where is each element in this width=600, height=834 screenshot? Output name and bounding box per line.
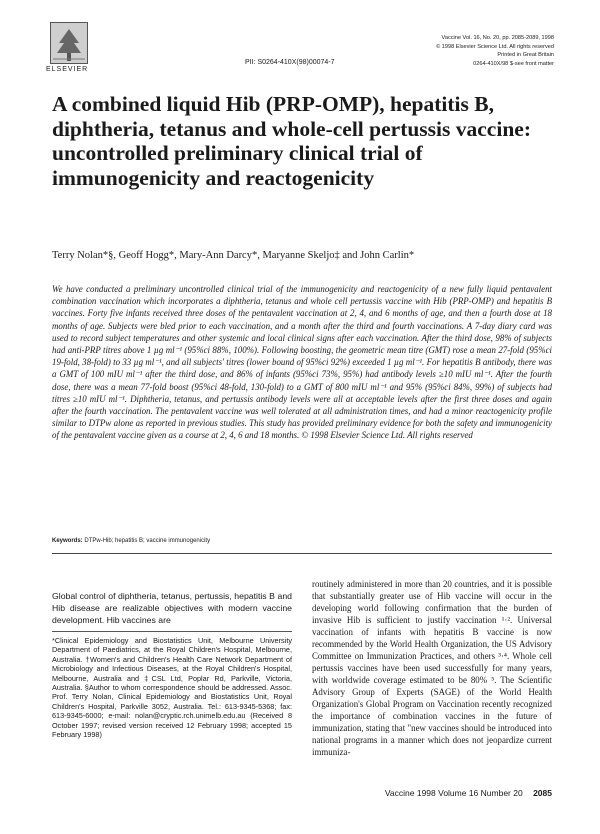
- article-title: A combined liquid Hib (PRP-OMP), hepatitis B, diphtheria, tetanus and whole-cell pertussis vaccine: uncontrolled preliminary clinical trial of immunogenicity and reactogenicity: [52, 92, 531, 190]
- keywords-label: Keywords:: [52, 538, 83, 544]
- page-footer: [385, 788, 552, 798]
- section-divider: [52, 553, 552, 554]
- journal-citation: Vaccine Vol. 16, No. 20, pp. 2085-2089, 1998: [441, 35, 554, 41]
- affiliation-footnote: *Clinical Epidemiology and Biostatistics Unit, Melbourne University Department of Paediatrics, at the Royal Children's Hospital, Melbourne, Australia. †Women's and Children's Health Care Network Department of Microbiology and Infectious Diseases, at the Royal Children's Hospital, Melbourne, Australia and ‡CSL Ltd, Poplar Rd, Parkville, Victoria, Australia. §Author to whom correspondence should be addressed. Assoc. Prof. Terry Nolan, Clinical Epidemiology and Biostatistics Unit, Royal Children's Hospital, Parkville 3052, Australia. Tel.: 613-9345-5368; fax: 613-9345-6000; e-mail: nolan@cryptic.rch.unimelb.edu.au (Received 8 October 1997; revised version received 12 February 1998; accepted 15 February 1998): [52, 636, 292, 740]
- footnote-divider: [52, 631, 292, 632]
- tree-icon: [51, 23, 87, 63]
- pii-code: PII: S0264-410X(98)00074-7: [245, 59, 335, 66]
- publisher-name: ELSEVIER: [46, 66, 89, 73]
- body-left-column: Global control of diphtheria, tetanus, pertussis, hepatitis B and Hib disease are realizable objectives with modern vaccine development. Hib vaccines are: [52, 591, 292, 625]
- author-list: Terry Nolan*§, Geoff Hogg*, Mary-Ann Darcy*, Maryanne Skeljo‡ and John Carlin*: [52, 250, 415, 261]
- printed-line: Printed in Great Britain: [497, 52, 554, 59]
- keywords: [52, 538, 552, 544]
- body-right-column: routinely administered in more than 20 countries, and it is possible that substantially greater use of Hib vaccine will occur in the developing world following confirmation that the burden of invasive Hib is sufficient to justify vaccination ¹·². Universal vaccination of infants with hepatitis B vaccine is now recommended by the World Health Organization, the US Advisory Committee on Immunization Practices, and others ³·⁴. Whole cell pertussis vaccines have been used successfully for many years, with worldwide coverage estimated to be 80% ⁵. The Scientific Advisory Group of Experts (SAGE) of the World Health Organization's Global Program on Vaccination recently recognized the importance of combination vaccines in the future of immunization, stating that "new vaccines should be introduced into national programs in a manner which does not jeopardize current immuniza-: [312, 579, 552, 757]
- elsevier-logo: [50, 22, 88, 64]
- abstract: We have conducted a preliminary uncontrolled clinical trial of the immunogenicity and reactogenicity of a new fully liquid pentavalent combination vaccination which incorporates a diphtheria, tetanus and whole cell pertussis vaccine with Hib (PRP-OMP) and hepatitis B vaccines. Forty five infants received three doses of the pentavalent vaccination at 2, 4, and 6 months of age, and then a fourth dose at 18 months of age. Subjects were bled prior to each vaccination, and a month after the third and fourth vaccinations. A 7-day diary card was used to record subject temperatures and other systemic and local clinical signs after each vaccination. After the third dose, 98% of subjects had anti-PRP titres above 1 µg ml⁻¹ (95%ci 88%, 100%). Following boosting, the geometric mean titre (GMT) rose a mean 27-fold (95%ci 19-fold, 38-fold) to 33 µg ml⁻¹, and all subjects' titres (lower bound of 95%ci 92%) exceeded 1 µg ml⁻¹. For hepatitis B antibody, there was a GMT of 100 mIU ml⁻¹ after the third dose, and 86% of infants (95%ci 73%, 95%) had antibody levels ≥10 mIU ml⁻¹. After the fourth dose, there was a mean 77-fold boost (95%ci 48-fold, 130-fold) to a GMT of 800 mIU ml⁻¹ and 95% (95%ci 84%, 99%) of subjects had titres ≥10 mIU ml⁻¹. Diphtheria, tetanus, and pertussis antibody levels were all at acceptable levels after the first three doses and again after the fourth vaccination. The pentavalent vaccine was well tolerated at all administration times, and had a minor reactogenicity profile similar to DTPw alone as reported in previous studies. This study has provided preliminary evidence for both the safety and immunogenicity of the pentavalent vaccine given as a course at 2, 4, 6 and 18 months. © 1998 Elsevier Science Ltd. All rights reserved: [52, 284, 552, 441]
- keywords-text: DTPw-Hib; hepatitis B; vaccine immunogenicity: [84, 538, 211, 544]
- journal-info: [394, 34, 554, 68]
- copyright-line: © 1998 Elsevier Science Ltd. All rights reserved: [436, 43, 554, 50]
- footer-journal: Vaccine 1998 Volume 16 Number 20: [384, 788, 523, 798]
- page-number: 2085: [533, 788, 552, 798]
- issn-line: 0264-410X/98 $-see front matter: [473, 60, 554, 67]
